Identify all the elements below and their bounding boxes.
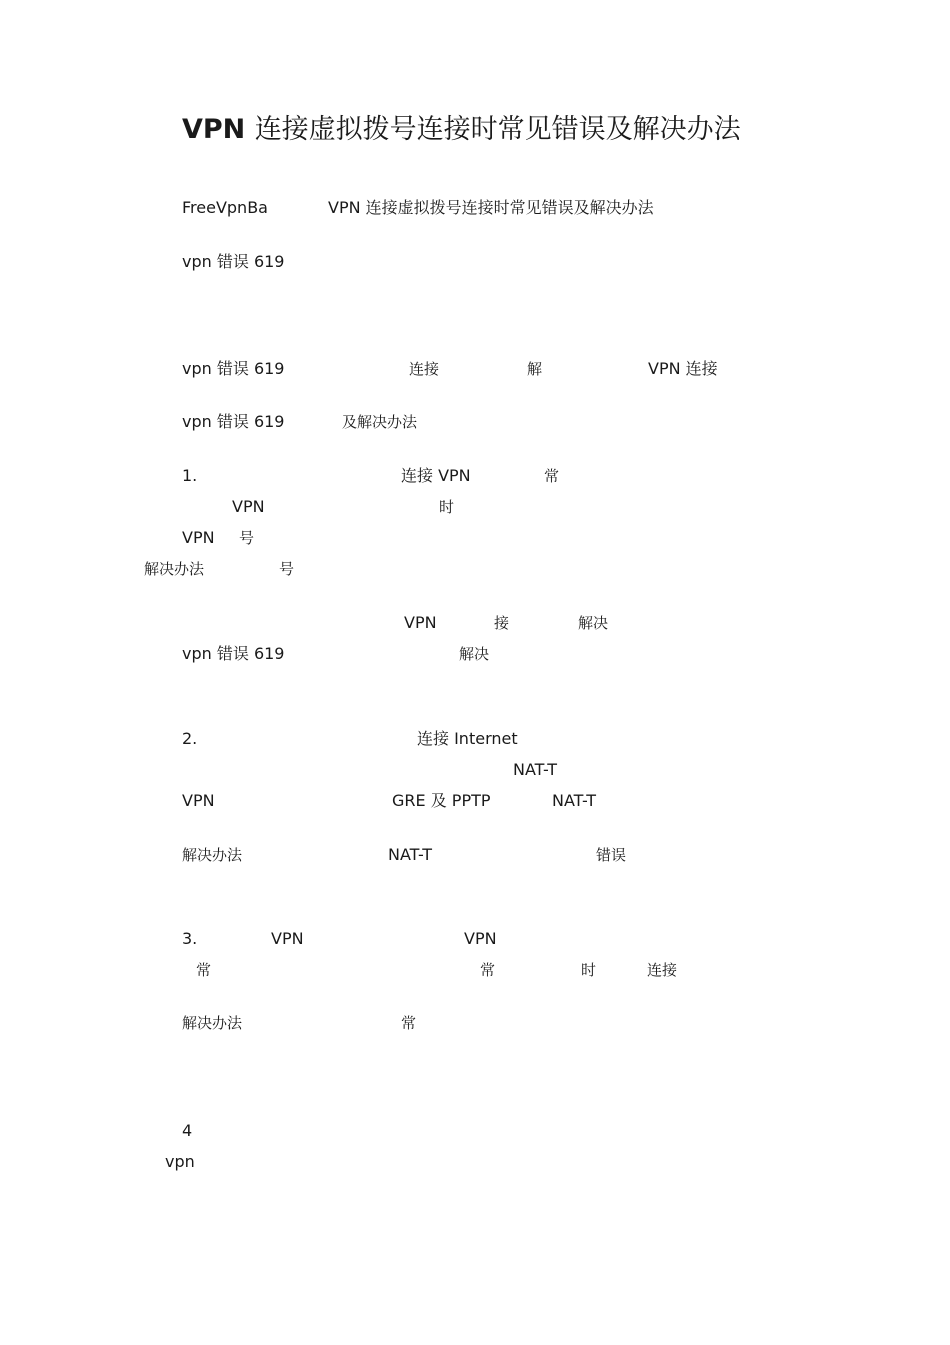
text-line: 2.: [182, 729, 198, 748]
text-line: 及解决办法: [342, 413, 418, 431]
text-line: 1.: [182, 466, 198, 485]
text-line: 解决: [578, 614, 609, 632]
page-title: [182, 113, 741, 147]
text-line: vpn 错误 619: [182, 644, 285, 663]
text-line: 错误: [596, 846, 627, 864]
text-line: vpn 错误 619: [182, 252, 285, 271]
text-line: 连接 VPN: [401, 466, 471, 485]
text-line: vpn 错误 619: [182, 359, 285, 378]
text-line: 解决办法: [182, 846, 243, 864]
text-line: VPN: [182, 528, 215, 547]
text-line: 连接 Internet: [417, 729, 518, 748]
title-rest: 连接虚拟拨号连接时常见错误及解决办法: [254, 114, 741, 145]
text-line: NAT-T: [388, 845, 433, 864]
text-line: 解决办法: [182, 1014, 243, 1032]
title-bold: VPN: [182, 114, 246, 145]
text-line: 连接: [409, 360, 440, 378]
text-line: 3.: [182, 929, 198, 948]
text-line: VPN: [404, 613, 437, 632]
text-line: 解决办法: [144, 560, 205, 578]
text-line: 号: [239, 529, 255, 547]
text-line: 时: [581, 961, 597, 979]
text-line: VPN: [464, 929, 497, 948]
text-line: 4: [182, 1121, 193, 1140]
text-line: 常: [401, 1014, 417, 1032]
text-line: NAT-T: [513, 760, 558, 779]
text-line: vpn 错误 619: [182, 412, 285, 431]
text-line: 接: [494, 614, 510, 632]
text-line: 解: [527, 360, 543, 378]
text-line: 常: [480, 961, 496, 979]
text-line: 号: [279, 560, 295, 578]
text-line: 解决: [459, 645, 490, 663]
text-line: VPN: [232, 497, 265, 516]
text-line: 连接: [647, 961, 678, 979]
text-line: NAT-T: [552, 791, 597, 810]
text-line: GRE 及 PPTP: [392, 791, 491, 810]
text-line: 时: [439, 498, 455, 516]
text-line: 常: [544, 467, 560, 485]
text-line: VPN 连接: [648, 359, 718, 378]
text-line: FreeVpnBa: [182, 198, 268, 217]
text-line: VPN 连接虚拟拨号连接时常见错误及解决办法: [328, 198, 654, 217]
text-line: VPN: [182, 791, 215, 810]
text-line: VPN: [271, 929, 304, 948]
text-line: 常: [196, 961, 212, 979]
text-line: vpn: [165, 1152, 195, 1171]
